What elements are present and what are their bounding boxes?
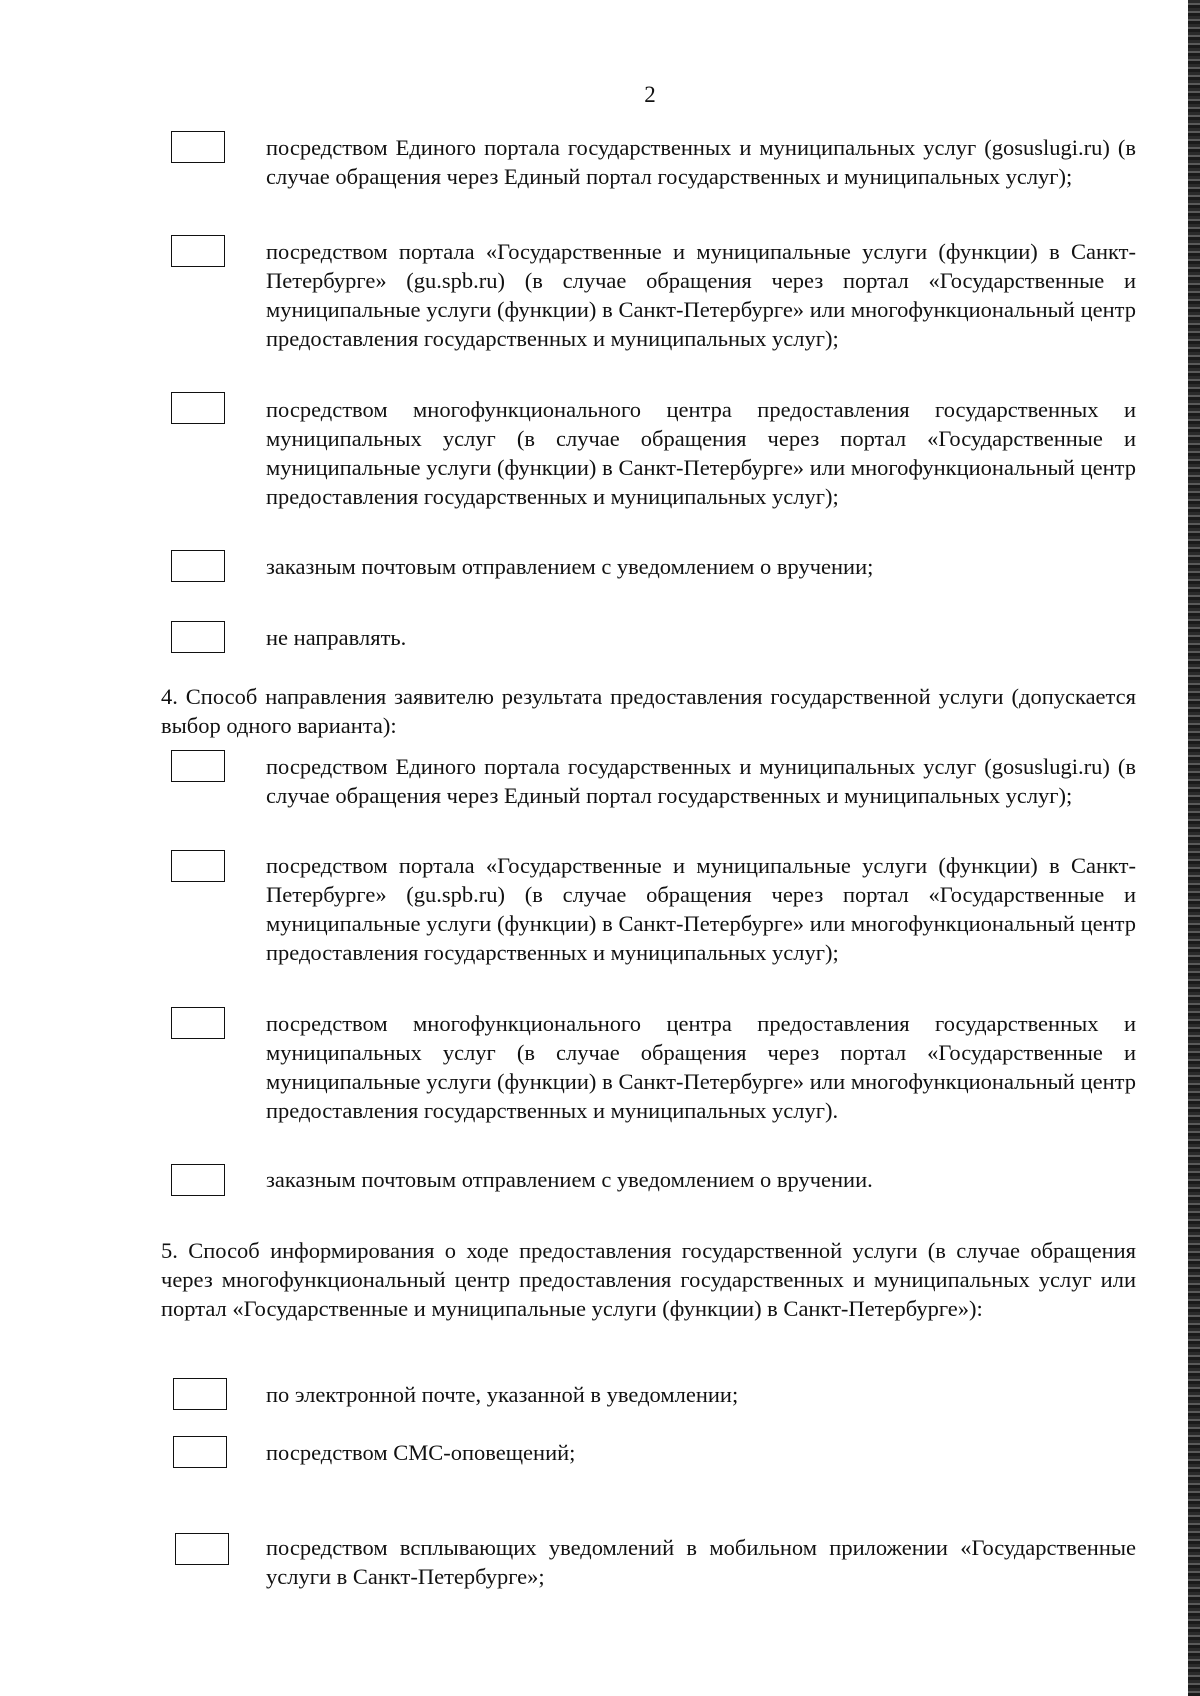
checkbox-s3-none[interactable] <box>171 621 225 653</box>
page-number: 2 <box>644 82 656 107</box>
option-s5-email: по электронной почте, указанной в уведомлении; <box>266 1382 739 1407</box>
option-s4-gosuslugi: посредством Единого портала государственных и муниципальных услуг (gosuslugi.ru) (в случае обращения через Единый портал государственных и муниципальных услуг); <box>266 754 1136 808</box>
checkbox-s4-gosuslugi[interactable] <box>171 750 225 782</box>
checkbox-s5-sms[interactable] <box>173 1436 227 1468</box>
checkbox-s3-gosuslugi[interactable] <box>171 131 225 163</box>
option-s4-mfc: посредством многофункционального центра предоставления государственных и муниципальных услуг (в случае обращения через портал «Государственные и муниципальные услуги (функции) в Санкт-Петербурге» или многофункциональный центр предоставления государственных и муниципальных услуг). <box>266 1011 1136 1123</box>
option-s3-none: не направлять. <box>266 625 407 650</box>
checkbox-s4-gu-spb[interactable] <box>171 850 225 882</box>
section5-heading: 5. Способ информирования о ходе предоставления государственной услуги (в случае обращения через многофункциональный центр предоставления государственных и муниципальных услуг или портал «Государственные и муниципальные услуги (функции) в Санкт-Петербурге»): <box>161 1238 1136 1321</box>
option-s5-sms: посредством СМС-оповещений; <box>266 1440 576 1465</box>
checkbox-s4-post[interactable] <box>171 1164 225 1196</box>
checkbox-s3-post[interactable] <box>171 550 225 582</box>
option-s3-post: заказным почтовым отправлением с уведомлением о вручении; <box>266 554 874 579</box>
section4-heading: 4. Способ направления заявителю результата предоставления государственной услуги (допускается выбор одного варианта): <box>161 684 1136 738</box>
option-s5-push: посредством всплывающих уведомлений в мобильном приложении «Государственные услуги в Санкт-Петербурге»; <box>266 1535 1136 1589</box>
option-s3-gu-spb: посредством портала «Государственные и муниципальные услуги (функции) в Санкт-Петербурге» (gu.spb.ru) (в случае обращения через портал «Государственные и муниципальные услуги (функции) в Санкт-Петербурге» или многофункциональный центр предоставления государственных и муниципальных услуг); <box>266 239 1136 351</box>
checkbox-s3-mfc[interactable] <box>171 392 225 424</box>
scan-edge <box>1188 0 1200 1696</box>
option-s4-post: заказным почтовым отправлением с уведомлением о вручении. <box>266 1167 873 1192</box>
checkbox-s3-gu-spb[interactable] <box>171 235 225 267</box>
option-s3-mfc: посредством многофункционального центра предоставления государственных и муниципальных услуг (в случае обращения через портал «Государственные и муниципальные услуги (функции) в Санкт-Петербурге» или многофункциональный центр предоставления государственных и муниципальных услуг); <box>266 397 1136 509</box>
checkbox-s4-mfc[interactable] <box>171 1007 225 1039</box>
checkbox-s5-email[interactable] <box>173 1378 227 1410</box>
option-s4-gu-spb: посредством портала «Государственные и муниципальные услуги (функции) в Санкт-Петербурге» (gu.spb.ru) (в случае обращения через портал «Государственные и муниципальные услуги (функции) в Санкт-Петербурге» или многофункциональный центр предоставления государственных и муниципальных услуг); <box>266 853 1136 965</box>
option-s3-gosuslugi: посредством Единого портала государственных и муниципальных услуг (gosuslugi.ru) (в случае обращения через Единый портал государственных и муниципальных услуг); <box>266 135 1136 189</box>
checkbox-s5-push[interactable] <box>175 1533 229 1565</box>
